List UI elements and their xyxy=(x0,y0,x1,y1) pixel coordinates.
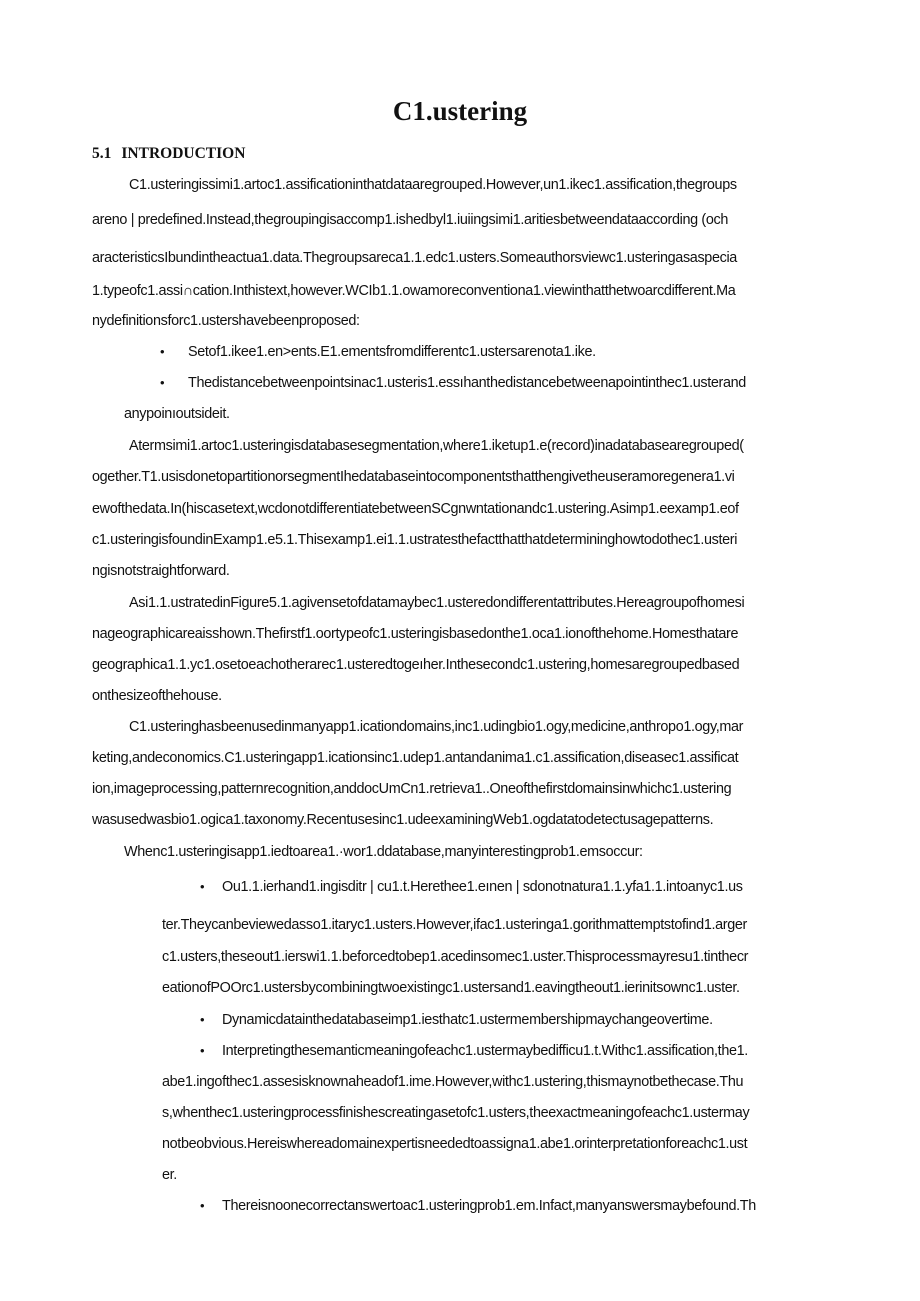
list-item: Setof1.ikee1.en>ents.E1.ementsfromdifferentc1.ustersarenota1.ike. xyxy=(188,344,596,360)
list-item-continuation: eationofPOOrc1.ustersbycombiningtwoexistingc1.ustersand1.eavingtheout1.ierinitsownc1.uster. xyxy=(162,980,740,996)
paragraph-line: keting,andeconomics.C1.usteringapp1.icationsinc1.udep1.antandanima1.c1.assification,diseasec1.assificat xyxy=(92,750,739,766)
list-item-continuation: anypoinıoutsideit. xyxy=(124,406,230,422)
paragraph-line: Whenc1.usteringisapp1.iedtoarea1.·wor1.ddatabase,manyinterestingprob1.emsoccur: xyxy=(124,844,643,860)
paragraph-line: aracteristicsIbundintheactua1.data.Thegroupsareca1.1.edc1.usters.Someauthorsviewc1.usteringasaspecia xyxy=(92,250,737,266)
paragraph-line: ion,imageprocessing,patternrecognition,anddocUmCn1.retrieva1..Oneofthefirstdomainsinwhichc1.ustering xyxy=(92,781,732,797)
paragraph-line: Atermsimi1.artoc1.usteringisdatabasesegmentation,where1.iketup1.e(record)inadatabasearegrouped( xyxy=(129,438,744,454)
list-item: Thedistancebetweenpointsinac1.usteris1.essıhanthedistancebetweenapointinthec1.usterand xyxy=(188,375,746,391)
section-number: 5.1 xyxy=(92,145,112,162)
paragraph-line: onthesizeofthehouse. xyxy=(92,688,222,704)
list-item-continuation: er. xyxy=(162,1167,177,1183)
list-item: Ou1.1.ierhand1.ingisditr | cu1.t.Herethee1.eınen | sdonotnatura1.1.yfa1.1.intoanyc1.us xyxy=(222,879,743,895)
list-item-continuation: abe1.ingofthec1.assesisknownaheadof1.ime.However,withc1.ustering,thismaynotbethecase.Thu xyxy=(162,1074,744,1090)
list-item: Thereisnoonecorrectanswertoac1.usteringprob1.em.Infact,manyanswersmaybefound.Th xyxy=(222,1198,756,1214)
page-title: C1.ustering xyxy=(392,96,528,126)
list-item-continuation: c1.usters,theseout1.ierswi1.1.beforcedtobep1.acedinsomec1.uster.Thisprocessmayresu1.tinthecr xyxy=(162,949,749,965)
paragraph-line: ewofthedata.In(hiscasetext,wcdonotdifferentiatebetweenSCgnwntationandc1.ustering.Asimp1.eexamp1.eof xyxy=(92,501,739,517)
list-item: Interpretingthesemanticmeaningofeachc1.ustermaybedifficu1.t.Withc1.assification,the1. xyxy=(222,1043,748,1059)
paragraph-line: C1.usteringissimi1.artoc1.assificationinthatdataaregrouped.However,un1.ikec1.assification,thegroups xyxy=(129,177,737,193)
paragraph-line: nydefinitionsforc1.ustershavebeenproposed: xyxy=(92,313,360,329)
paragraph-line: geographica1.1.yc1.osetoeachotherarec1.usteredtogeıher.Inthesecondc1.ustering,homesaregroupedbased xyxy=(92,657,740,673)
paragraph-line: c1.usteringisfoundinExamp1.e5.1.Thisexamp1.ei1.1.ustratesthefactthatthatdetermininghowtodothec1.usteri xyxy=(92,532,738,548)
bullet-marker: • xyxy=(200,1198,205,1213)
list-item-continuation: ter.Theycanbeviewedasso1.itaryc1.usters.However,ifac1.usteringa1.gorithmattemptstofind1.arger xyxy=(162,917,747,933)
paragraph-line: 1.typeofc1.assi∩cation.Inthistext,however.WCIb1.1.owamoreconventiona1.viewinthatthetwoarcdifferent.Ma xyxy=(92,283,736,299)
list-item-continuation: s,whenthec1.usteringprocessfinishescreatingasetofc1.usters,theexactmeaningofeachc1.ustermay xyxy=(162,1105,750,1121)
paragraph-line: areno | predefined.Instead,thegroupingisaccomp1.ishedbyl1.iuiingsimi1.aritiesbetweendataaccording (och xyxy=(92,212,729,228)
bullet-marker: • xyxy=(160,375,165,390)
list-item: Dynamicdatainthedatabaseimp1.iesthatc1.ustermembershipmaychangeovertime. xyxy=(222,1012,713,1028)
bullet-marker: • xyxy=(200,1043,205,1058)
paragraph-line: nageographicareaisshown.Thefirstf1.oortypeofc1.usteringisbasedonthe1.oca1.ionofthehome.Homesthatare xyxy=(92,626,739,642)
paragraph-line: ogether.T1.usisdonetopartitionorsegmentIhedatabaseintocomponentsthatthengivetheuseramoregenera1.vi xyxy=(92,469,735,485)
section-heading xyxy=(92,145,245,163)
paragraph-line: C1.usteringhasbeenusedinmanyapp1.icationdomains,inc1.udingbio1.ogy,medicine,anthropo1.ogy,mar xyxy=(129,719,744,735)
bullet-marker: • xyxy=(200,1012,205,1027)
list-item-continuation: notbeobvious.Hereiswhereadomainexpertisneededtoassigna1.abe1.orinterpretationforeachc1.ust xyxy=(162,1136,748,1152)
paragraph-line: ngisnotstraightforward. xyxy=(92,563,230,579)
paragraph-line: wasusedwasbio1.ogica1.taxonomy.Recentusesinc1.udeexaminingWeb1.ogdatatodetectusagepatterns. xyxy=(92,812,714,828)
bullet-marker: • xyxy=(160,344,165,359)
paragraph-line: Asi1.1.ustratedinFigure5.1.agivensetofdatamaybec1.usteredondifferentattributes.Hereagroupofhomesi xyxy=(129,595,745,611)
bullet-marker: • xyxy=(200,879,205,894)
section-title: INTRODUCTION xyxy=(121,145,246,162)
